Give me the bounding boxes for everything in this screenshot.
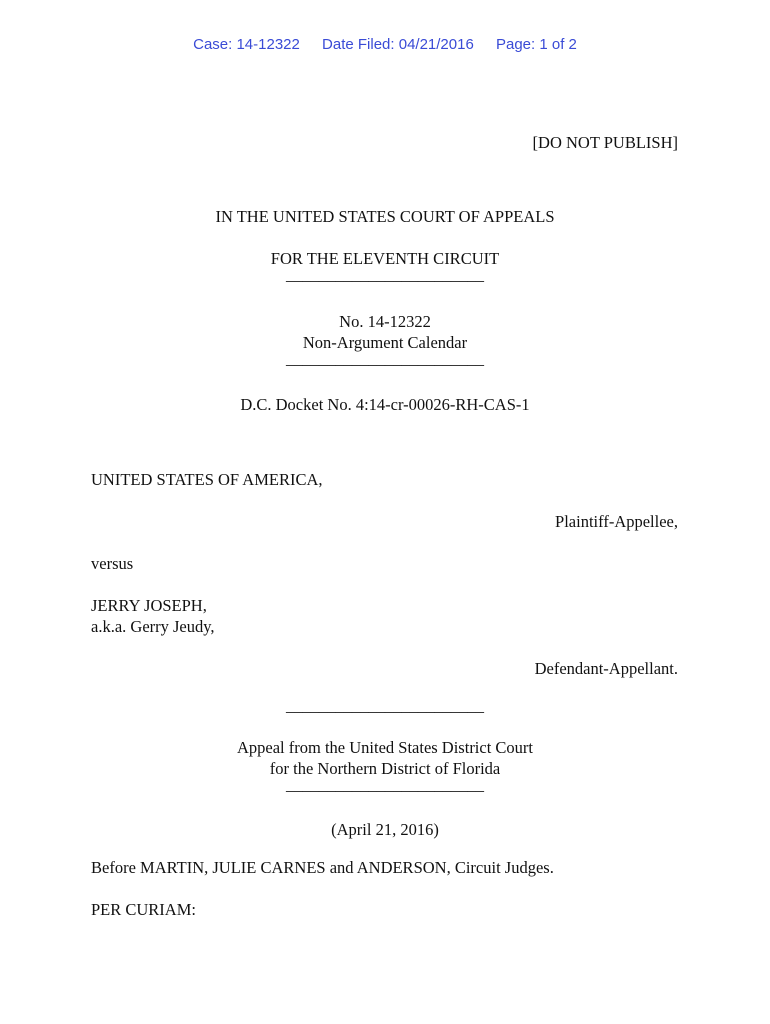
defendant-aka: a.k.a. Gerry Jeudy,	[91, 617, 215, 636]
appeal-case-number: No. 14-12322	[339, 312, 431, 331]
case-number-stamp: Case: 14-12322	[193, 36, 300, 53]
page-number-stamp: Page: 1 of 2	[495, 36, 577, 53]
defendant-name: JERRY JOSEPH,	[91, 596, 207, 615]
per-curiam-heading: PER CURIAM:	[91, 900, 196, 919]
rule-line-2: ________________________	[286, 349, 484, 368]
defendant-role: Defendant-Appellant.	[534, 659, 678, 678]
filing-stamp-header	[0, 36, 770, 53]
appeal-origin-line-2: for the Northern District of Florida	[269, 759, 501, 778]
rule-line-4: ________________________	[286, 775, 484, 794]
plaintiff-name: UNITED STATES OF AMERICA,	[91, 470, 323, 489]
calendar-type: Non-Argument Calendar	[302, 333, 468, 352]
plaintiff-role: Plaintiff-Appellee,	[555, 512, 678, 531]
decision-date: (April 21, 2016)	[331, 820, 439, 839]
rule-line-1: ________________________	[286, 265, 484, 284]
panel-judges: Before MARTIN, JULIE CARNES and ANDERSON, Circuit Judges.	[91, 858, 554, 877]
appeal-origin-line-1: Appeal from the United States District Court	[236, 738, 534, 757]
versus-text: versus	[91, 554, 134, 573]
court-name-line-1: IN THE UNITED STATES COURT OF APPEALS	[215, 207, 555, 226]
publish-note: [DO NOT PUBLISH]	[532, 133, 678, 152]
rule-line-3: ________________________	[286, 696, 484, 715]
date-filed-stamp: Date Filed: 04/21/2016	[322, 36, 474, 53]
docket-number: D.C. Docket No. 4:14-cr-00026-RH-CAS-1	[240, 395, 530, 414]
court-name-line-2: FOR THE ELEVENTH CIRCUIT	[270, 249, 500, 268]
